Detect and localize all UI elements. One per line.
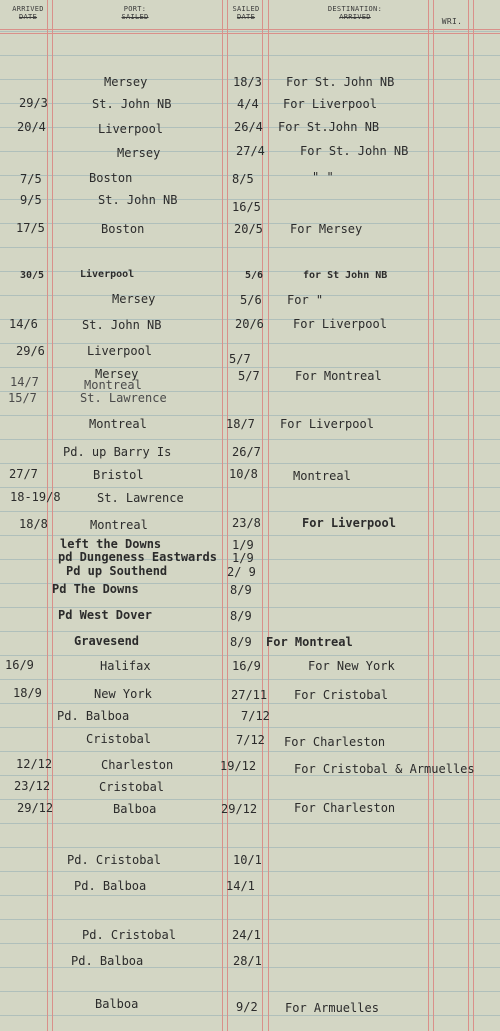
port-cell: Bristol xyxy=(93,468,144,482)
destination-cell: For Cristobal & Armuelles xyxy=(294,762,475,776)
sailed-cell: 16/9 xyxy=(232,659,261,673)
port-cell: St. Lawrence xyxy=(80,391,167,405)
port-cell: Charleston xyxy=(101,758,174,772)
arrived-cell: 29/3 xyxy=(19,96,48,110)
destination-cell: For St. John NB xyxy=(286,75,395,89)
column-rule xyxy=(468,0,469,1031)
destination-cell: For Liverpool xyxy=(283,97,377,111)
port-cell: Montreal xyxy=(84,378,142,392)
destination-cell: For St. John NB xyxy=(300,144,409,158)
port-cell: Balboa xyxy=(113,802,157,816)
header-arrived-date: ARRIVED DATE xyxy=(12,5,44,21)
sailed-cell: 10/1 xyxy=(233,853,262,867)
destination-cell: For Liverpool xyxy=(293,317,387,331)
destination-cell: For Montreal xyxy=(295,369,382,383)
column-rule xyxy=(222,0,223,1031)
port-cell: Boston xyxy=(101,222,145,236)
sailed-cell: 23/8 xyxy=(232,516,261,530)
destination-cell: Montreal xyxy=(293,469,351,483)
port-cell: St. John NB xyxy=(92,97,172,111)
port-cell: Mersey xyxy=(104,75,148,89)
arrived-cell: 7/5 xyxy=(20,172,42,186)
arrived-cell: 27/7 xyxy=(9,467,38,481)
port-cell: left the Downs xyxy=(60,537,162,551)
destination-cell: For New York xyxy=(308,659,395,673)
sailed-cell: 19/12 xyxy=(220,759,257,773)
port-cell: New York xyxy=(94,687,152,701)
arrived-cell: 18-19/8 xyxy=(10,490,61,504)
sailed-cell: 27/4 xyxy=(236,144,265,158)
column-rule xyxy=(52,0,53,1031)
header-wri: WRI. xyxy=(441,17,463,26)
port-cell: St. John NB xyxy=(82,318,162,332)
port-cell: Pd. Balboa xyxy=(71,954,144,968)
column-rule xyxy=(428,0,429,1031)
destination-cell: For Armuelles xyxy=(285,1001,379,1015)
port-cell: Pd. Cristobal xyxy=(67,853,161,867)
sailed-cell: 2/ 9 xyxy=(227,565,256,579)
port-cell: Pd The Downs xyxy=(52,582,139,596)
port-cell: Liverpool xyxy=(87,344,153,358)
port-cell: Cristobal xyxy=(99,780,165,794)
port-cell: Pd West Dover xyxy=(58,608,152,622)
port-cell: Pd up Southend xyxy=(66,564,168,578)
destination-cell: " " xyxy=(312,170,334,184)
destination-cell: For Liverpool xyxy=(302,516,396,530)
sailed-cell: 9/2 xyxy=(236,1000,258,1014)
sailed-cell: 5/6 xyxy=(245,270,264,281)
port-cell: Mersey xyxy=(112,292,156,306)
destination-cell: For " xyxy=(287,293,324,307)
arrived-cell: 14/6 xyxy=(9,317,38,331)
arrived-cell: 29/12 xyxy=(17,801,54,815)
arrived-cell: 29/6 xyxy=(16,344,45,358)
sailed-cell: 18/3 xyxy=(233,75,262,89)
destination-cell: For Montreal xyxy=(266,635,353,649)
port-cell: pd Dungeness Eastwards xyxy=(58,550,217,564)
arrived-cell: 12/12 xyxy=(16,757,53,771)
sailed-cell: 8/5 xyxy=(232,172,254,186)
port-cell: St. Lawrence xyxy=(97,491,184,505)
port-cell: Montreal xyxy=(90,518,148,532)
arrived-cell: 18/8 xyxy=(19,517,48,531)
port-cell: St. John NB xyxy=(98,193,178,207)
port-cell: Cristobal xyxy=(86,732,152,746)
port-cell: Pd. Balboa xyxy=(57,709,130,723)
arrived-cell: 9/5 xyxy=(20,193,42,207)
port-cell: Balboa xyxy=(95,997,139,1011)
header-destination: DESTINATION: ARRIVED xyxy=(327,5,383,21)
sailed-cell: 26/4 xyxy=(234,120,263,134)
column-rule xyxy=(268,0,269,1031)
destination-cell: for St John NB xyxy=(303,270,388,281)
header-rule xyxy=(0,29,500,30)
port-cell: Mersey xyxy=(95,367,139,381)
header-sailed-date: SAILED DATE xyxy=(232,5,260,21)
sailed-cell: 7/12 xyxy=(241,709,270,723)
sailed-cell: 20/6 xyxy=(235,317,264,331)
sailed-cell: 29/12 xyxy=(221,802,258,816)
port-cell: Liverpool xyxy=(98,122,164,136)
port-cell: Liverpool xyxy=(80,269,135,280)
arrived-cell: 18/9 xyxy=(13,686,42,700)
column-rule xyxy=(433,0,434,1031)
sailed-cell: 8/9 xyxy=(230,635,252,649)
arrived-cell: 16/9 xyxy=(5,658,34,672)
sailed-cell: 26/7 xyxy=(232,445,261,459)
sailed-cell: 7/12 xyxy=(236,733,265,747)
port-cell: Mersey xyxy=(117,146,161,160)
sailed-cell: 1/9 xyxy=(232,551,254,565)
arrived-cell: 20/4 xyxy=(17,120,46,134)
sailed-cell: 27/11 xyxy=(231,688,268,702)
port-cell: Pd. up Barry Is xyxy=(63,445,172,459)
arrived-cell: 17/5 xyxy=(16,221,45,235)
port-cell: Gravesend xyxy=(74,634,140,648)
arrived-cell: 30/5 xyxy=(20,270,45,281)
sailed-cell: 8/9 xyxy=(230,609,252,623)
sailed-cell: 4/4 xyxy=(237,97,259,111)
destination-cell: For St.John NB xyxy=(278,120,380,134)
arrived-cell: 14/7 xyxy=(10,375,39,389)
sailed-cell: 8/9 xyxy=(230,583,252,597)
sailed-cell: 5/7 xyxy=(238,369,260,383)
destination-cell: For Charleston xyxy=(294,801,396,815)
sailed-cell: 18/7 xyxy=(226,417,255,431)
port-cell: Pd. Balboa xyxy=(74,879,147,893)
sailed-cell: 20/5 xyxy=(234,222,263,236)
sailed-cell: 1/9 xyxy=(232,538,254,552)
sailed-cell: 28/1 xyxy=(233,954,262,968)
sailed-cell: 5/6 xyxy=(240,293,262,307)
destination-cell: For Mersey xyxy=(290,222,363,236)
column-rule xyxy=(473,0,474,1031)
destination-cell: For Liverpool xyxy=(280,417,374,431)
column-rule xyxy=(47,0,48,1031)
port-cell: Pd. Cristobal xyxy=(82,928,176,942)
destination-cell: For Cristobal xyxy=(294,688,388,702)
sailed-cell: 10/8 xyxy=(229,467,258,481)
port-cell: Halifax xyxy=(100,659,151,673)
header-port: PORT: SAILED xyxy=(121,5,149,21)
arrived-cell: 15/7 xyxy=(8,391,37,405)
column-rule xyxy=(227,0,228,1031)
sailed-cell: 14/1 xyxy=(226,879,255,893)
arrived-cell: 23/12 xyxy=(14,779,51,793)
sailed-cell: 16/5 xyxy=(232,200,261,214)
sailed-cell: 24/1 xyxy=(232,928,261,942)
header-rule xyxy=(0,33,500,34)
port-cell: Boston xyxy=(89,171,133,185)
sailed-cell: 5/7 xyxy=(229,352,251,366)
destination-cell: For Charleston xyxy=(284,735,386,749)
port-cell: Montreal xyxy=(89,417,147,431)
